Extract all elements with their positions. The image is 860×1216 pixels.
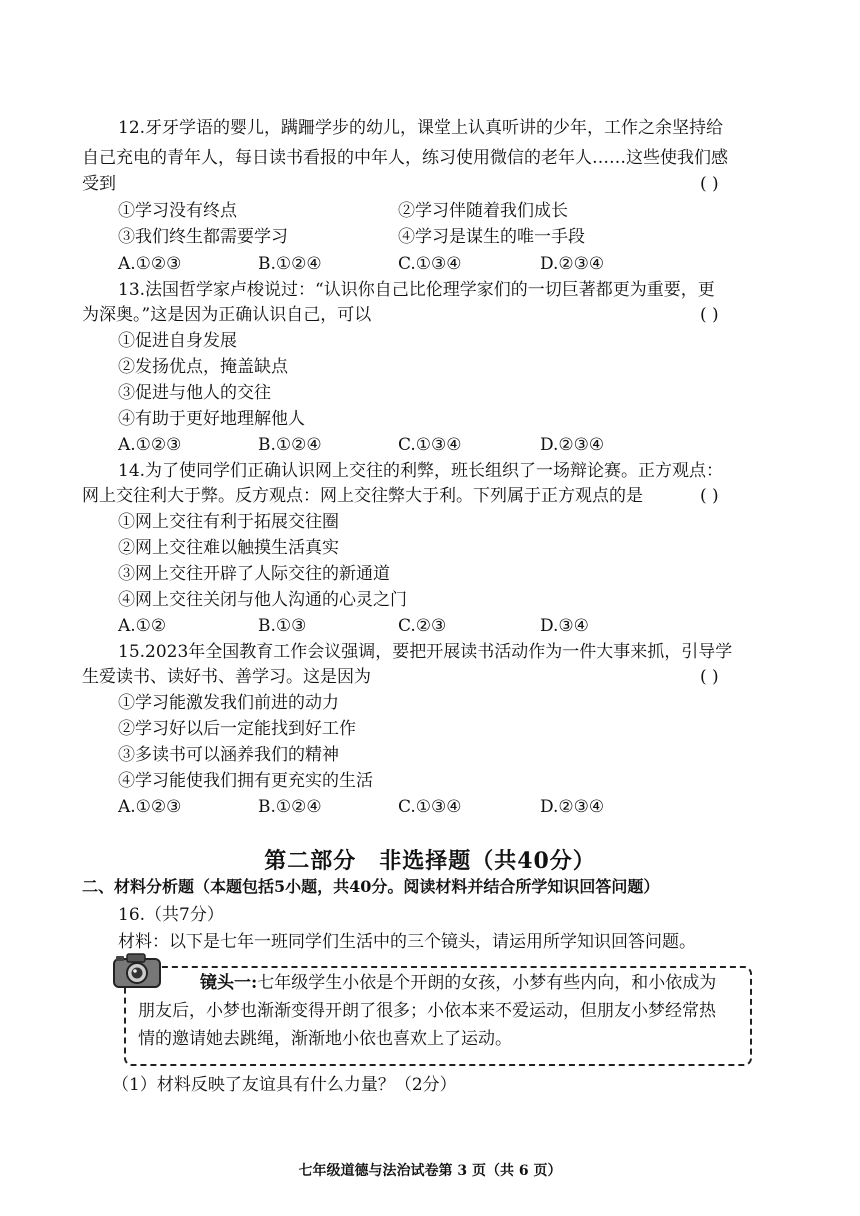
q12-option-d: D.②③④ [540,254,605,274]
q16-subquestion-1: （1）材料反映了友谊具有什么力量？（2分） [112,1075,457,1095]
q12-statement-4: ④学习是谋生的唯一手段 [398,227,585,247]
q12-statement-3: ③我们终生都需要学习 [118,227,288,247]
q14-option-d: D.③④ [540,616,589,636]
q15-option-c: C.①③④ [398,797,462,817]
q14-statement-4: ④网上交往关闭与他人沟通的心灵之门 [118,590,407,610]
q15-option-b: B.①②④ [258,797,322,817]
q12-option-a: A.①②③ [118,254,182,274]
q12-answer-bracket: ( ) [700,174,719,194]
q15-statement-4: ④学习能使我们拥有更充实的生活 [118,771,373,791]
q14-option-c: C.②③ [398,616,447,636]
q12-line3: 受到 [82,174,116,194]
q15-answer-bracket: ( ) [700,667,719,687]
q13-line1: 13.法国哲学家卢梭说过：“认识你自己比伦理学家们的一切巨著都更为重要，更 [118,280,715,300]
q12-option-b: B.①②④ [258,254,322,274]
q12-statement-1: ①学习没有终点 [118,201,237,221]
part-two-title: 第二部分 非选择题（共40分） [264,848,596,874]
q14-statement-2: ②网上交往难以触摸生活真实 [118,538,339,558]
scene-one-text1: 七年级学生小依是个开朗的女孩，小梦有些内向，和小依成为 [257,973,717,993]
q13-option-c: C.①③④ [398,435,462,455]
q13-line2: 为深奥。”这是因为正确认识自己，可以 [82,305,372,325]
q15-statement-1: ①学习能激发我们前进的动力 [118,693,339,713]
q15-option-a: A.①②③ [118,797,182,817]
q15-line1: 15.2023年全国教育工作会议强调，要把开展读书活动作为一件大事来抓，引导学 [118,642,733,662]
q14-statement-3: ③网上交往开辟了人际交往的新通道 [118,564,390,584]
q15-line2: 生爱读书、读好书、善学习。这是因为 [82,667,371,687]
q13-statement-3: ③促进与他人的交往 [118,383,271,403]
section-two-heading: 二、材料分析题（本题包括5小题，共40分。阅读材料并结合所学知识回答问题） [82,877,660,896]
q13-option-a: A.①②③ [118,435,182,455]
q13-statement-1: ①促进自身发展 [118,331,237,351]
q12-statement-2: ②学习伴随着我们成长 [398,201,568,221]
scene-one-label: 镜头一: [200,973,258,993]
scene-one-line3: 情的邀请她去跳绳，渐渐地小依也喜欢上了运动。 [138,1029,512,1049]
q14-answer-bracket: ( ) [700,486,719,506]
q14-line1: 14.为了使同学们正确认识网上交往的利弊，班长组织了一场辩论赛。正方观点： [118,461,724,481]
q12-line1: 12.牙牙学语的婴儿，蹒跚学步的幼儿，课堂上认真听讲的少年，工作之余坚持给 [118,118,724,138]
q14-line2: 网上交往利大于弊。反方观点：网上交往弊大于利。下列属于正方观点的是 [82,486,643,506]
q16-number: 16.（共7分） [118,905,224,925]
q14-option-b: B.①③ [258,616,307,636]
q15-statement-3: ③多读书可以涵养我们的精神 [118,745,339,765]
q13-statement-2: ②发扬优点，掩盖缺点 [118,357,288,377]
q13-statement-4: ④有助于更好地理解他人 [118,409,305,429]
scene-one-line1 [200,970,716,997]
q14-option-a: A.①② [118,616,167,636]
q15-option-d: D.②③④ [540,797,605,817]
q13-answer-bracket: ( ) [700,305,719,325]
q16-material: 材料：以下是七年一班同学们生活中的三个镜头，请运用所学知识回答问题。 [118,932,696,952]
scene-one-line2: 朋友后，小梦也渐渐变得开朗了很多；小依本来不爱运动，但朋友小梦经常热 [138,1001,716,1021]
page-footer: 七年级道德与法治试卷第 3 页（共 6 页） [298,1163,562,1179]
camera-icon [110,950,164,990]
q14-statement-1: ①网上交往有利于拓展交往圈 [118,512,339,532]
q12-line2: 自己充电的青年人，每日读书看报的中年人，练习使用微信的老年人……这些使我们感 [82,148,728,168]
q15-statement-2: ②学习好以后一定能找到好工作 [118,719,356,739]
q13-option-d: D.②③④ [540,435,605,455]
q12-option-c: C.①③④ [398,254,462,274]
q13-option-b: B.①②④ [258,435,322,455]
